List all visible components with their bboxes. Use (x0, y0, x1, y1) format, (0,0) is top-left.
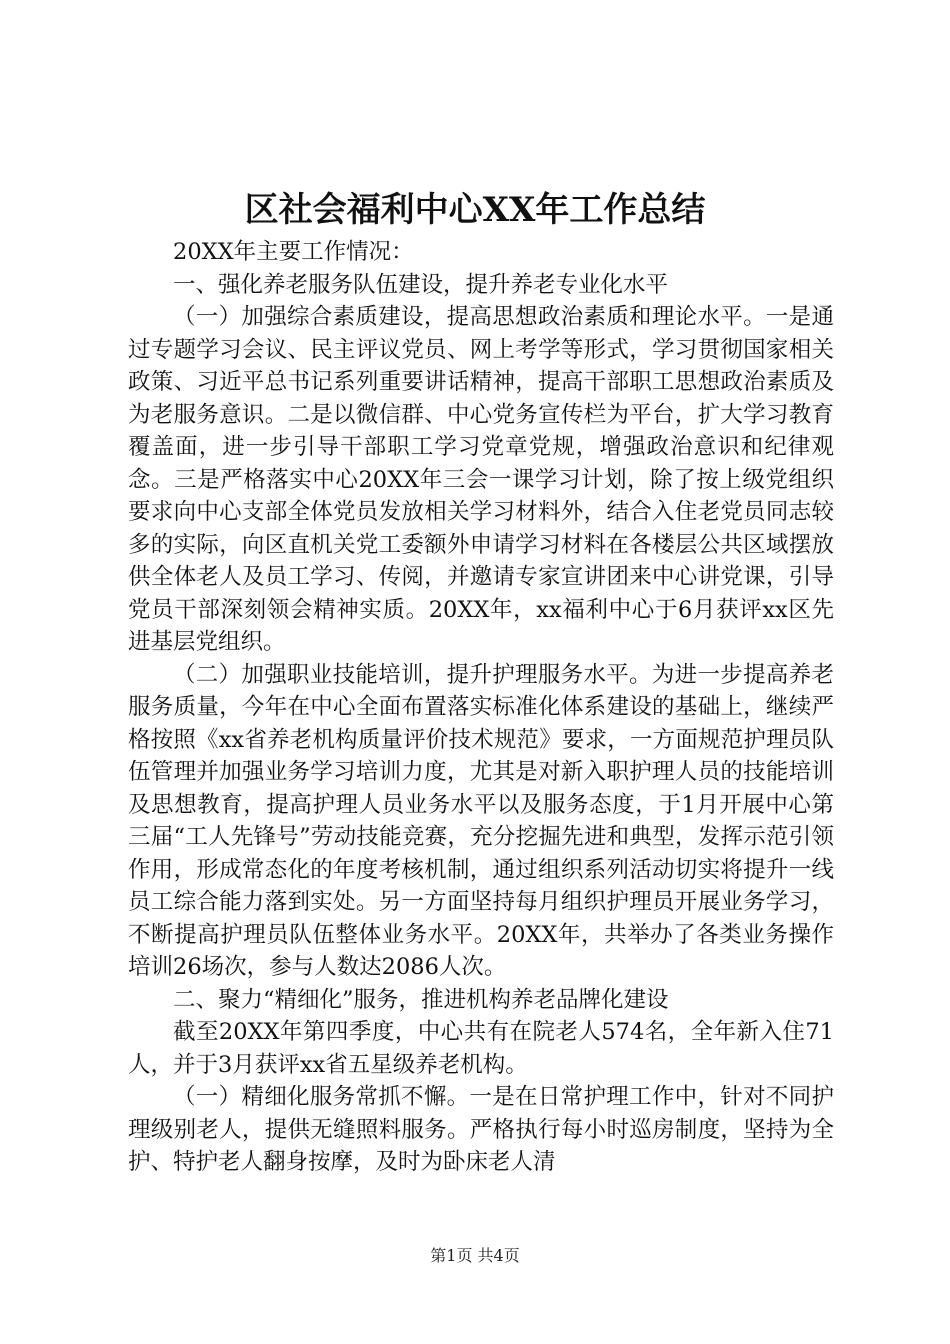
section-heading-1: 一、强化养老服务队伍建设，提升养老专业化水平 (173, 271, 669, 298)
paragraph-1-1: （一）加强综合素质建设，提高思想政治素质和理论水平。一是通过专题学习会议、民主评议党员、网上考学等形式，学习贯彻国家相关政策、习近平总书记系列重要讲话精神，提高干部职工思想政治素质及为老服务意识。二是以微信群、中心党务宣传栏为平台，扩大学习教育覆盖面，进一步引导干部职工学习党章党规，增强政治意识和纪律观念。三是严格落实中心20XX年三会一课学习计划，除了按上级党组织要求向中心支部全体党员发放相关学习材料外，结合入住老党员同志较多的实际，向区直机关党工委额外申请学习材料在各楼层公共区域摆放供全体老人及员工学习、传阅，并邀请专家宣讲团来中心讲党课，引导党员干部深刻领会精神实质。20XX年，xx福利中心于6月获评xx区先进基层党组织。 (128, 304, 834, 655)
section-heading-2: 二、聚力“精细化”服务，推进机构养老品牌化建设 (173, 986, 669, 1013)
paragraph-1-2: （二）加强职业技能培训，提升护理服务水平。为进一步提高养老服务质量，今年在中心全面布置落实标准化体系建设的基础上，继续严格按照《xx省养老机构质量评价技术规范》要求，一方面规范护理员队伍管理并加强业务学习培训力度，尤其是对新入职护理人员的技能培训及思想教育，提高护理人员业务水平以及服务态度，于1月开展中心第三届“工人先锋号”劳动技能竞赛，充分挖掘先进和典型，发挥示范引领作用，形成常态化的年度考核机制，通过组织系列活动切实将提升一线员工综合能力落到实处。另一方面坚持每月组织护理员开展业务学习，不断提高护理员队伍整体业务水平。20XX年，共举办了各类业务操作培训26场次，参与人数达2086人次。 (128, 661, 834, 980)
page-footer: 第1页 共4页 (430, 1246, 520, 1265)
document-title: 区社会福利中心XX年工作总结 (244, 190, 706, 230)
document-body (128, 236, 834, 1179)
paragraph-2-1: （一）精细化服务常抓不懈。一是在日常护理工作中，针对不同护理级别老人，提供无缝照料服务。严格执行每小时巡房制度，坚持为全护、特护老人翻身按摩，及时为卧床老人清 (128, 1084, 834, 1175)
paragraph-intro: 20XX年主要工作情况： (173, 239, 414, 265)
paragraph-2-intro: 截至20XX年第四季度，中心共有在院老人574名，全年新入住71人，并于3月获评xx省五星级养老机构。 (128, 1019, 834, 1078)
